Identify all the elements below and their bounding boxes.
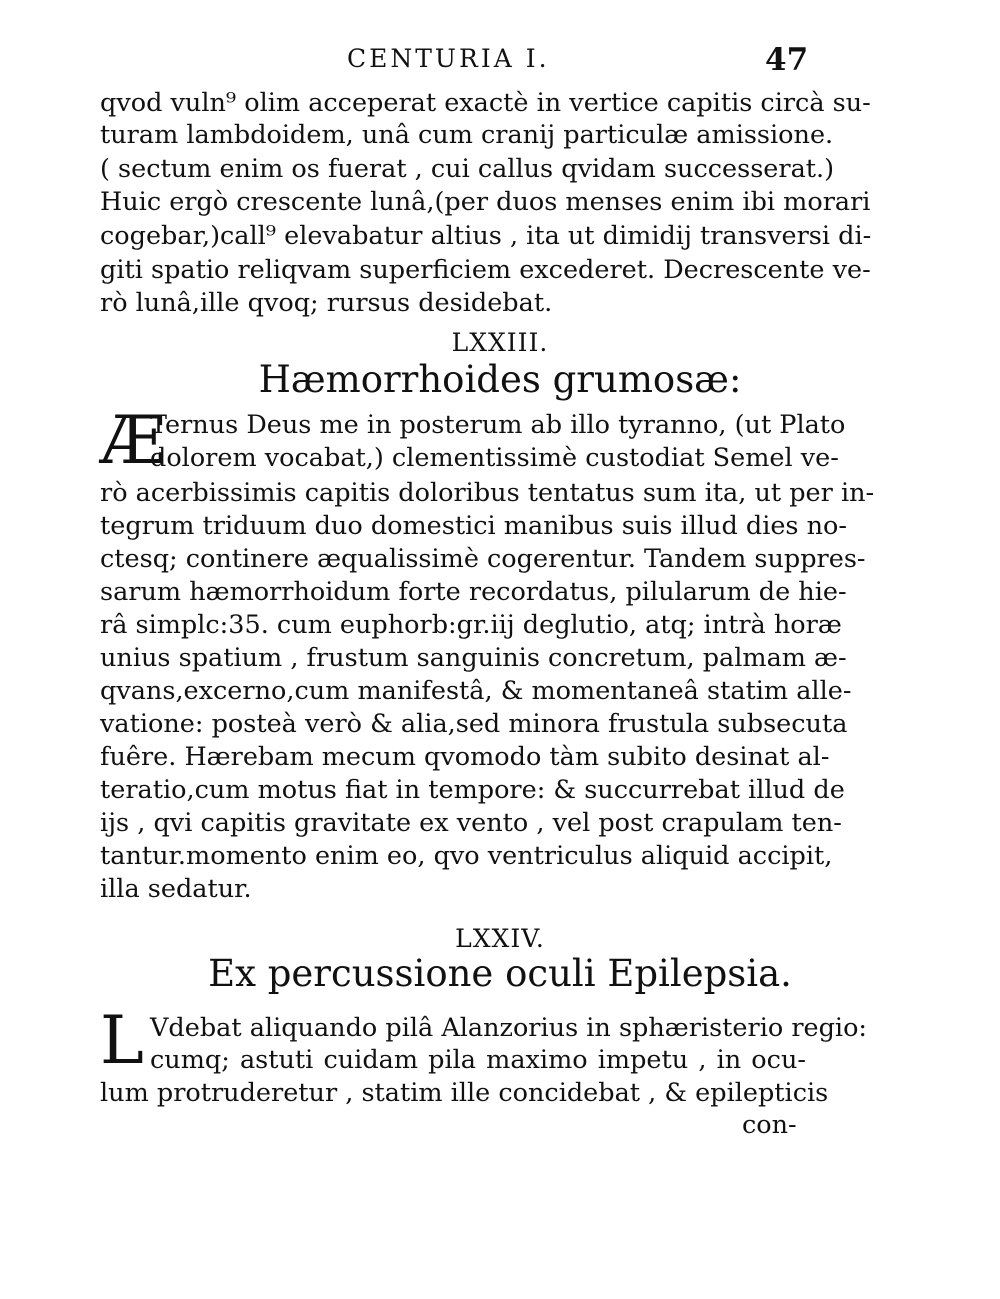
section-number: LXXIII. — [451, 328, 549, 357]
text-line: teratio,cum motus fiat in tempore: & succurrebat illud de — [100, 775, 845, 805]
text-line: Huic ergò crescente lunâ,(per duos menses enim ibi morari — [100, 187, 871, 217]
text-line: vatione: posteà verò & alia,sed minora frustula subsecuta — [100, 709, 848, 739]
page-number: 47 — [765, 42, 809, 78]
text-line: rò lunâ,ille qvoq; rursus desidebat. — [100, 288, 553, 318]
text-line: dolorem vocabat,) clementissimè custodiat Semel ve- — [150, 443, 839, 473]
text-line: giti spatio reliqvam superficiem excederet. Decrescente ve- — [100, 255, 871, 285]
text-line: qvans,excerno,cum manifestâ, & momentaneâ statim alle- — [100, 676, 852, 706]
text-line: tantur.momento enim eo, qvo ventriculus aliquid accipit, — [100, 841, 833, 871]
text-line: cogebar,)call⁹ elevabatur altius , ita ut dimidij transversi di- — [100, 221, 872, 251]
text-line: râ simplc:35. cum euphorb:gr.iij deglutio, atq; intrà horæ — [100, 610, 842, 640]
catchword: con- — [742, 1110, 797, 1140]
text-line: sarum hæmorrhoidum forte recordatus, pilularum de hie- — [100, 577, 847, 607]
section-title: Ex percussione oculi Epilepsia. — [208, 952, 792, 995]
text-line: unius spatium , frustum sanguinis concretum, palmam æ- — [100, 643, 847, 673]
section-number: LXXIV. — [455, 924, 545, 953]
text-line: qvod vuln⁹ olim acceperat exactè in vertice capitis circà su- — [100, 88, 871, 118]
running-head: CENTURIA I. — [347, 44, 550, 73]
drop-capital: L — [100, 1002, 144, 1079]
text-line: ijs , qvi capitis gravitate ex vento , vel post crapulam ten- — [100, 808, 842, 838]
text-line: fuêre. Hærebam mecum qvomodo tàm subito desinat al- — [100, 742, 830, 772]
drop-capital: Æ — [100, 402, 167, 479]
text-line: Ternus Deus me in posterum ab illo tyranno, (ut Plato — [150, 410, 846, 440]
text-line: cumq; astuti cuidam pila maximo impetu , in ocu- — [150, 1045, 806, 1075]
section-title: Hæmorrhoides grumosæ: — [258, 358, 742, 401]
text-line: ( sectum enim os fuerat , cui callus qvidam successerat.) — [100, 154, 835, 184]
text-line: Vdebat aliquando pilâ Alanzorius in sphæristerio regio: — [150, 1013, 868, 1043]
text-line: rò acerbissimis capitis doloribus tentatus sum ita, ut per in- — [100, 478, 875, 508]
text-line: lum protruderetur , statim ille concidebat , & epilepticis — [100, 1078, 829, 1108]
text-line: turam lambdoidem, unâ cum cranij particulæ amissione. — [100, 120, 834, 150]
text-line: tegrum triduum duo domestici manibus suis illud dies no- — [100, 511, 848, 541]
text-line: ctesq; continere æqualissimè cogerentur. Tandem suppres- — [100, 544, 866, 574]
text-line: illa sedatur. — [100, 874, 252, 904]
